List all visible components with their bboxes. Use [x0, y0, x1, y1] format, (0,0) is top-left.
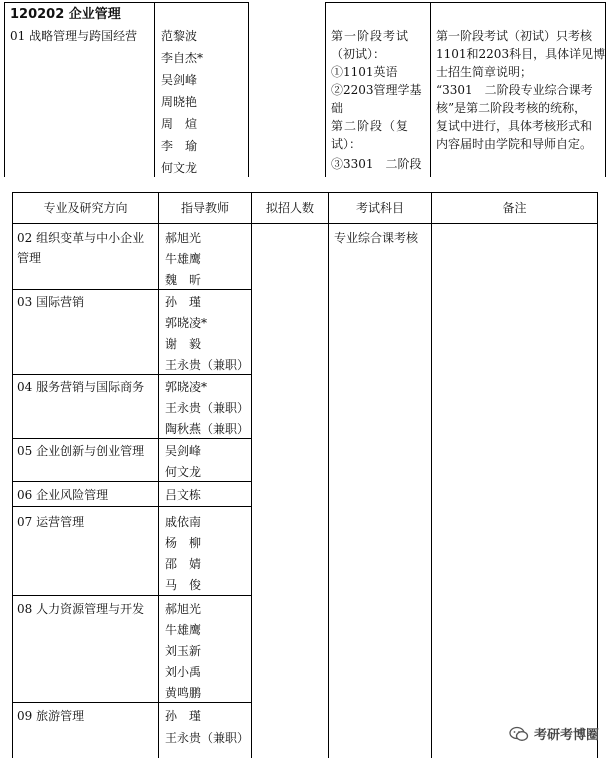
direction-cell: 09 旅游管理	[17, 709, 85, 723]
teacher-name: 牛雄鹰	[165, 623, 202, 637]
wechat-icon	[509, 726, 529, 742]
teacher-name: 刘小禹	[165, 665, 202, 679]
teacher-name: 范黎波	[161, 29, 198, 43]
teacher-name: 牛雄鹰	[165, 252, 202, 266]
teacher-name: 王永贵（兼职）	[165, 358, 250, 372]
exam-subject-value: 专业综合课考核	[334, 231, 419, 245]
program-code-title: 120202 企业管理	[10, 7, 121, 22]
teacher-name: 吕文栋	[165, 488, 202, 502]
header-notes: 备注	[502, 201, 527, 215]
watermark-text: 考研考博圈	[533, 728, 599, 743]
teacher-name: 周晓艳	[161, 95, 198, 109]
teacher-name: 郝旭光	[165, 602, 202, 616]
teacher-name: 郭晓凌*	[165, 380, 208, 394]
teacher-name: 杨 柳	[165, 536, 202, 550]
teacher-name: 戚依南	[165, 515, 202, 529]
direction-cell: 07 运营管理	[17, 515, 85, 529]
teacher-name: 郭晓凌*	[165, 316, 208, 330]
header-teachers: 指导教师	[180, 201, 229, 215]
teacher-name: 王永贵（兼职）	[165, 731, 250, 745]
teacher-name: 魏 昕	[165, 273, 202, 287]
direction-cell: 06 企业风险管理	[17, 488, 109, 502]
teacher-name: 邵 婧	[165, 557, 202, 571]
watermark	[509, 724, 599, 743]
direction-cell: 02 组织变革与中小企业	[17, 231, 145, 245]
header-quota: 拟招人数	[265, 201, 314, 215]
teacher-name: 李自杰*	[161, 51, 204, 65]
teacher-name: 李 瑜	[161, 139, 198, 153]
teacher-name: 刘玉新	[165, 644, 202, 658]
teacher-name: 郝旭光	[165, 231, 202, 245]
header-direction: 专业及研究方向	[43, 201, 128, 215]
teacher-name: 王永贵（兼职）	[165, 401, 250, 415]
teacher-name: 何文龙	[161, 161, 198, 175]
teacher-name: 陶秋燕（兼职）	[165, 422, 250, 436]
direction-cell: 03 国际营销	[17, 295, 85, 309]
teacher-name: 孙 瑾	[165, 709, 202, 723]
teacher-name: 谢 毅	[165, 337, 202, 351]
direction-cell: 04 服务营销与国际商务	[17, 380, 145, 394]
teacher-name: 何文龙	[165, 465, 202, 479]
header-exam-subject: 考试科目	[355, 201, 404, 215]
teacher-name: 吴剑峰	[165, 444, 202, 458]
direction-cell: 管理	[17, 251, 42, 265]
teacher-name: 吴剑峰	[161, 73, 198, 87]
direction-cell: 05 企业创新与创业管理	[17, 444, 145, 458]
teacher-name: 孙 瑾	[165, 295, 202, 309]
teacher-name: 周 煊	[161, 117, 198, 131]
teacher-name: 马 俊	[165, 578, 202, 592]
direction-cell: 08 人力资源管理与开发	[17, 602, 145, 616]
teacher-name: 黄鸣鹏	[165, 686, 202, 700]
research-direction: 01 战略管理与跨国经营	[10, 29, 138, 43]
